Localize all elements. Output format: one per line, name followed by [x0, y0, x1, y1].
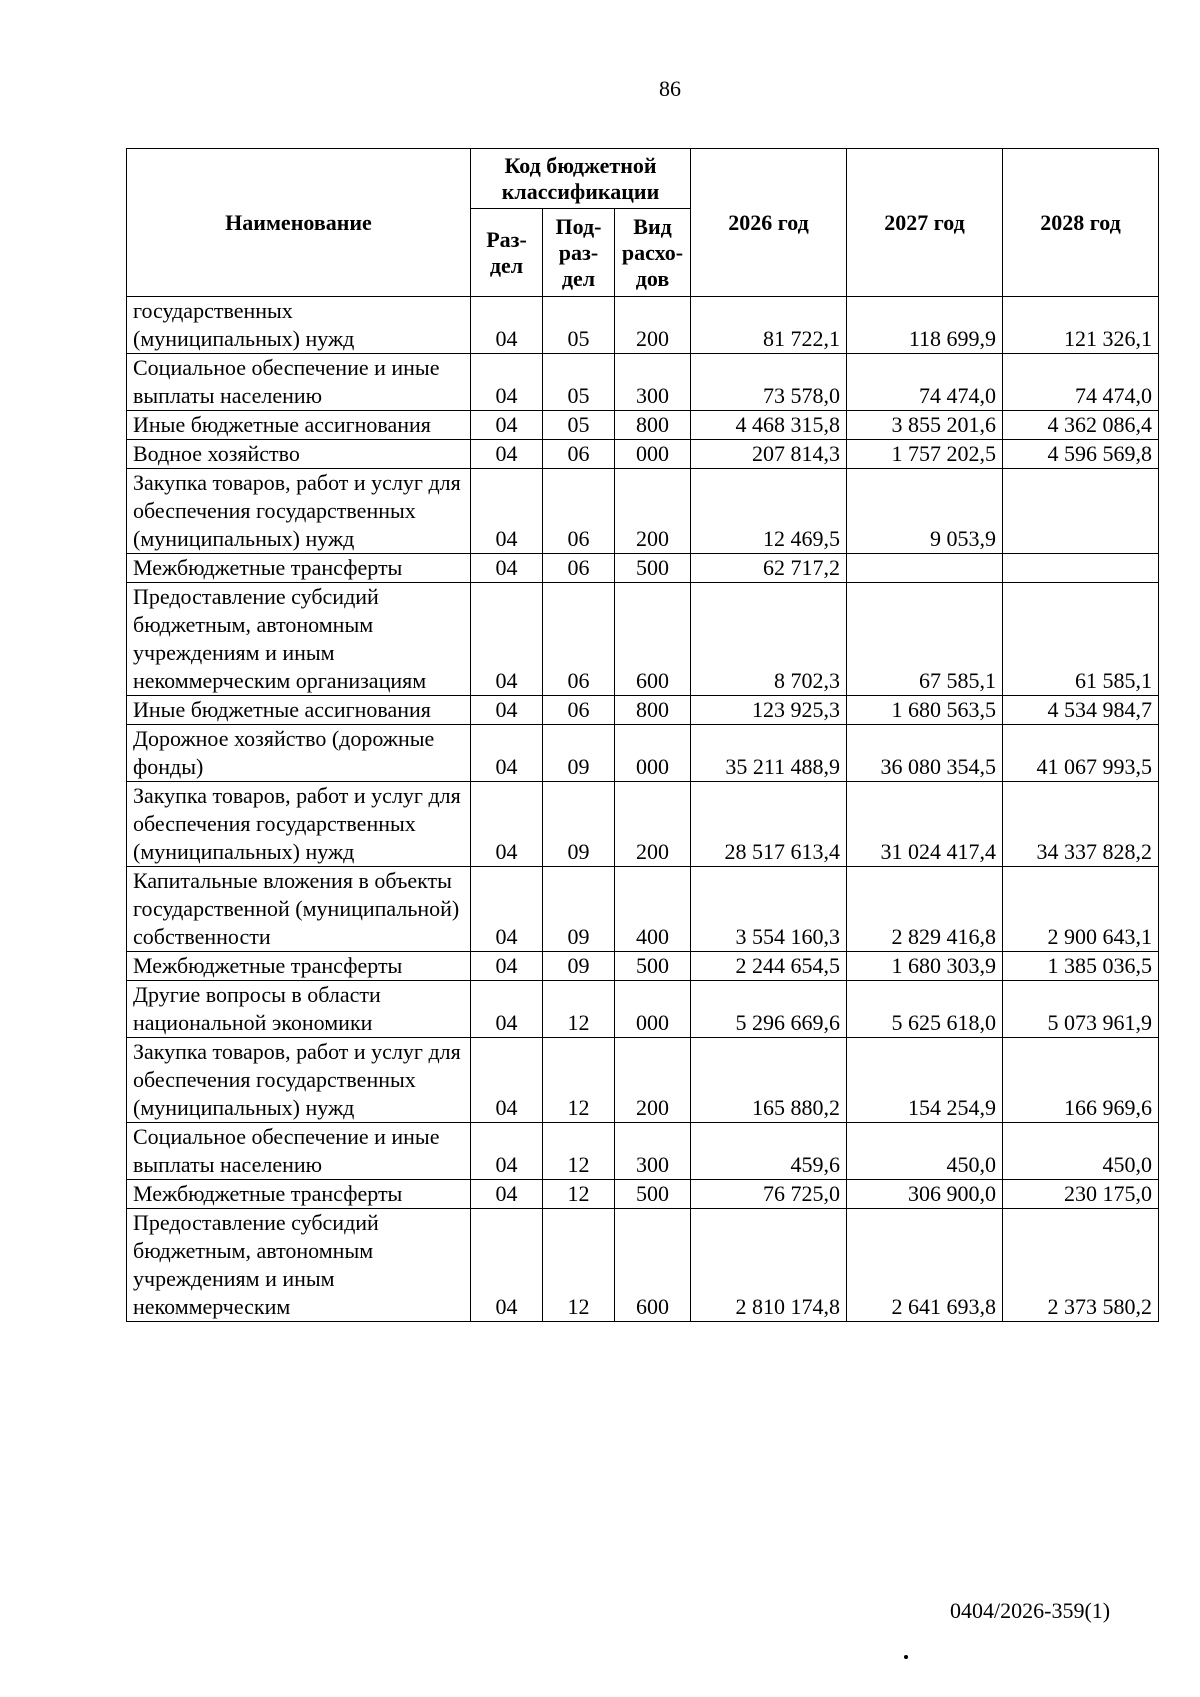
row-value-2027: 36 080 354,5 — [847, 725, 1003, 782]
row-podrazdel: 12 — [543, 981, 615, 1038]
row-vid: 400 — [615, 867, 691, 952]
row-value-2028: 166 969,6 — [1003, 1038, 1159, 1123]
row-razdel: 04 — [471, 696, 543, 725]
row-value-2028: 450,0 — [1003, 1123, 1159, 1180]
row-vid: 500 — [615, 1180, 691, 1209]
row-value-2028: 41 067 993,5 — [1003, 725, 1159, 782]
row-value-2026: 76 725,0 — [691, 1180, 847, 1209]
row-value-2028: 74 474,0 — [1003, 354, 1159, 411]
row-razdel: 04 — [471, 1123, 543, 1180]
table-row — [127, 1209, 1159, 1322]
row-name: Социальное обеспечение и иные выплаты населению — [127, 354, 471, 411]
row-value-2026: 8 702,3 — [691, 583, 847, 696]
row-name: Дорожное хозяйство (дорожные фонды) — [127, 725, 471, 782]
row-name: Предоставление субсидий бюджетным, автономным учреждениям и иным некоммерческим организациям — [127, 583, 471, 696]
row-value-2028: 2 373 580,2 — [1003, 1209, 1159, 1322]
row-name: Межбюджетные трансферты — [127, 554, 471, 583]
row-value-2026: 123 925,3 — [691, 696, 847, 725]
table-row — [127, 696, 1159, 725]
row-name: Другие вопросы в области национальной экономики — [127, 981, 471, 1038]
table-body — [127, 297, 1159, 1322]
row-razdel: 04 — [471, 554, 543, 583]
row-value-2027: 5 625 618,0 — [847, 981, 1003, 1038]
row-vid: 500 — [615, 952, 691, 981]
row-name: Иные бюджетные ассигнования — [127, 696, 471, 725]
row-podrazdel: 06 — [543, 469, 615, 554]
row-value-2026: 62 717,2 — [691, 554, 847, 583]
table-row — [127, 867, 1159, 952]
row-name: Межбюджетные трансферты — [127, 952, 471, 981]
row-name: Закупка товаров, работ и услуг для обеспечения государственных (муниципальных) нужд — [127, 469, 471, 554]
row-value-2028 — [1003, 554, 1159, 583]
row-value-2026: 28 517 613,4 — [691, 782, 847, 867]
header-vid: Вид расхо- дов — [615, 209, 691, 297]
row-value-2028: 34 337 828,2 — [1003, 782, 1159, 867]
row-podrazdel: 09 — [543, 725, 615, 782]
row-value-2028: 4 596 569,8 — [1003, 440, 1159, 469]
row-value-2026: 2 810 174,8 — [691, 1209, 847, 1322]
table-row — [127, 297, 1159, 354]
row-value-2027 — [847, 554, 1003, 583]
row-name: Межбюджетные трансферты — [127, 1180, 471, 1209]
row-podrazdel: 09 — [543, 782, 615, 867]
header-code-group: Код бюджетной классификации — [471, 149, 691, 209]
table-row — [127, 440, 1159, 469]
row-value-2028: 121 326,1 — [1003, 297, 1159, 354]
row-value-2027: 450,0 — [847, 1123, 1003, 1180]
header-podrazdel: Под- раз- дел — [543, 209, 615, 297]
row-razdel: 04 — [471, 1038, 543, 1123]
row-podrazdel: 09 — [543, 952, 615, 981]
row-razdel: 04 — [471, 867, 543, 952]
row-value-2026: 5 296 669,6 — [691, 981, 847, 1038]
row-vid: 200 — [615, 297, 691, 354]
table-row — [127, 725, 1159, 782]
row-vid: 500 — [615, 554, 691, 583]
row-value-2028: 230 175,0 — [1003, 1180, 1159, 1209]
header-name: Наименование — [127, 149, 471, 297]
row-name: Иные бюджетные ассигнования — [127, 411, 471, 440]
row-podrazdel: 06 — [543, 696, 615, 725]
row-value-2027: 2 829 416,8 — [847, 867, 1003, 952]
row-vid: 200 — [615, 782, 691, 867]
row-value-2027: 1 680 303,9 — [847, 952, 1003, 981]
table-row — [127, 354, 1159, 411]
row-value-2027: 31 024 417,4 — [847, 782, 1003, 867]
row-value-2027: 1 757 202,5 — [847, 440, 1003, 469]
row-name: государственных (муниципальных) нужд — [127, 297, 471, 354]
row-name: Капитальные вложения в объекты государственной (муниципальной) собственности — [127, 867, 471, 952]
row-value-2028: 4 534 984,7 — [1003, 696, 1159, 725]
row-value-2026: 165 880,2 — [691, 1038, 847, 1123]
table-row — [127, 554, 1159, 583]
row-razdel: 04 — [471, 440, 543, 469]
header-razdel: Раз- дел — [471, 209, 543, 297]
row-vid: 200 — [615, 1038, 691, 1123]
row-value-2027: 118 699,9 — [847, 297, 1003, 354]
table-row — [127, 469, 1159, 554]
table-row — [127, 1180, 1159, 1209]
row-razdel: 04 — [471, 952, 543, 981]
row-value-2028 — [1003, 469, 1159, 554]
row-razdel: 04 — [471, 469, 543, 554]
header-2026: 2026 год — [691, 149, 847, 297]
row-podrazdel: 05 — [543, 297, 615, 354]
row-podrazdel: 09 — [543, 867, 615, 952]
row-razdel: 04 — [471, 1180, 543, 1209]
row-razdel: 04 — [471, 354, 543, 411]
row-value-2026: 81 722,1 — [691, 297, 847, 354]
budget-table — [126, 148, 1159, 1322]
row-vid: 200 — [615, 469, 691, 554]
row-vid: 600 — [615, 1209, 691, 1322]
row-podrazdel: 06 — [543, 440, 615, 469]
row-podrazdel: 05 — [543, 411, 615, 440]
row-razdel: 04 — [471, 583, 543, 696]
row-name: Закупка товаров, работ и услуг для обеспечения государственных (муниципальных) нужд — [127, 1038, 471, 1123]
row-value-2028: 5 073 961,9 — [1003, 981, 1159, 1038]
row-razdel: 04 — [471, 981, 543, 1038]
row-value-2028: 4 362 086,4 — [1003, 411, 1159, 440]
page-dot — [904, 1655, 908, 1659]
row-vid: 800 — [615, 411, 691, 440]
table-header — [127, 149, 1159, 297]
row-value-2028: 1 385 036,5 — [1003, 952, 1159, 981]
row-value-2026: 12 469,5 — [691, 469, 847, 554]
row-value-2026: 459,6 — [691, 1123, 847, 1180]
row-value-2027: 306 900,0 — [847, 1180, 1003, 1209]
row-value-2026: 73 578,0 — [691, 354, 847, 411]
row-vid: 600 — [615, 583, 691, 696]
row-vid: 000 — [615, 725, 691, 782]
row-vid: 000 — [615, 981, 691, 1038]
page-number: 86 — [659, 76, 681, 101]
row-vid: 800 — [615, 696, 691, 725]
row-value-2027: 67 585,1 — [847, 583, 1003, 696]
table-row — [127, 782, 1159, 867]
row-name: Водное хозяйство — [127, 440, 471, 469]
row-value-2026: 4 468 315,8 — [691, 411, 847, 440]
table-row — [127, 411, 1159, 440]
row-razdel: 04 — [471, 1209, 543, 1322]
table-row — [127, 583, 1159, 696]
row-razdel: 04 — [471, 725, 543, 782]
table-row — [127, 952, 1159, 981]
row-name: Социальное обеспечение и иные выплаты населению — [127, 1123, 471, 1180]
row-name: Закупка товаров, работ и услуг для обеспечения государственных (муниципальных) нужд — [127, 782, 471, 867]
header-2028: 2028 год — [1003, 149, 1159, 297]
row-value-2028: 61 585,1 — [1003, 583, 1159, 696]
row-value-2028: 2 900 643,1 — [1003, 867, 1159, 952]
row-podrazdel: 06 — [543, 554, 615, 583]
row-value-2026: 35 211 488,9 — [691, 725, 847, 782]
row-name: Предоставление субсидий бюджетным, автономным учреждениям и иным некоммерческим — [127, 1209, 471, 1322]
header-2027: 2027 год — [847, 149, 1003, 297]
row-podrazdel: 06 — [543, 583, 615, 696]
row-podrazdel: 12 — [543, 1180, 615, 1209]
row-value-2026: 3 554 160,3 — [691, 867, 847, 952]
table-row — [127, 1038, 1159, 1123]
table-row — [127, 981, 1159, 1038]
row-podrazdel: 05 — [543, 354, 615, 411]
row-razdel: 04 — [471, 297, 543, 354]
row-vid: 000 — [615, 440, 691, 469]
row-value-2027: 154 254,9 — [847, 1038, 1003, 1123]
row-value-2027: 9 053,9 — [847, 469, 1003, 554]
document-code: 0404/2026-359(1) — [950, 1598, 1111, 1623]
row-vid: 300 — [615, 354, 691, 411]
row-value-2027: 1 680 563,5 — [847, 696, 1003, 725]
row-value-2027: 74 474,0 — [847, 354, 1003, 411]
row-podrazdel: 12 — [543, 1123, 615, 1180]
row-podrazdel: 12 — [543, 1038, 615, 1123]
row-vid: 300 — [615, 1123, 691, 1180]
row-razdel: 04 — [471, 782, 543, 867]
table-row — [127, 1123, 1159, 1180]
row-value-2026: 2 244 654,5 — [691, 952, 847, 981]
row-value-2026: 207 814,3 — [691, 440, 847, 469]
row-razdel: 04 — [471, 411, 543, 440]
row-podrazdel: 12 — [543, 1209, 615, 1322]
row-value-2027: 3 855 201,6 — [847, 411, 1003, 440]
row-value-2027: 2 641 693,8 — [847, 1209, 1003, 1322]
